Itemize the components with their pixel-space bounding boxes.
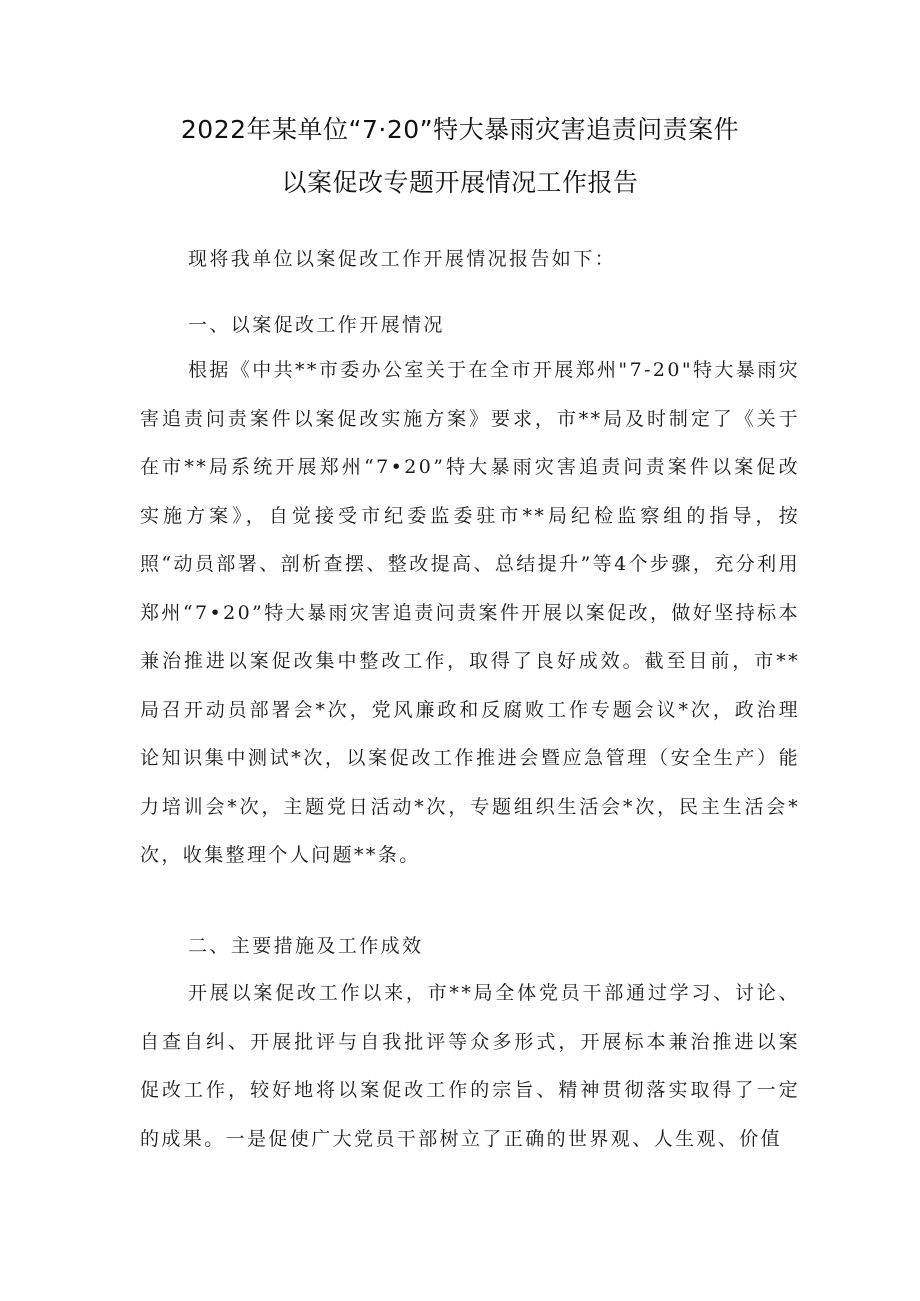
section-1-body: 根据《中共**市委办公室关于在全市开展郑州"7-20"特大暴雨灾害追责问责案件以案促改实施方案》要求，市**局及时制定了《关于在市**局系统开展郑州“7•20”特大暴雨灾害追责问责案件以案促改实施方案》，自觉接受市纪委监委驻市**局纪检监察组的指导，按照“动员部署、剖析查摆、整改提高、总结提升”等4个步骤，充分利用郑州“7•20”特大暴雨灾害追责问责案件开展以案促改，做好坚持标本兼治推进以案促改集中整改工作，取得了良好成效。截至目前，市**局召开动员部署会*次，党风廉政和反腐败工作专题会议*次，政治理论知识集中测试*次，以案促改工作推进会暨应急管理（安全生产）能力培训会*次，主题党日活动*次，专题组织生活会*次，民主生活会*次，收集整理个人问题**条。 <box>140 359 800 866</box>
intro-paragraph: 现将我单位以案促改工作开展情况报告如下： <box>188 248 617 270</box>
section-2-body: 开展以案促改工作以来，市**局全体党员干部通过学习、讨论、自查自纠、开展批评与自我批评等众多形式，开展标本兼治推进以案促改工作，较好地将以案促改工作的宗旨、精神贯彻落实取得了一定的成果。一是促使广大党员干部树立了正确的世界观、人生观、价值 <box>140 982 800 1150</box>
document-title-line-1: 2022年某单位“7·20”特大暴雨灾害追责问责案件 <box>180 115 740 144</box>
section-2-heading: 二、主要措施及工作成效 <box>188 935 424 957</box>
section-1-heading: 一、以案促改工作开展情况 <box>188 314 445 336</box>
document-title-line-2: 以案促改专题开展情况工作报告 <box>281 168 639 197</box>
